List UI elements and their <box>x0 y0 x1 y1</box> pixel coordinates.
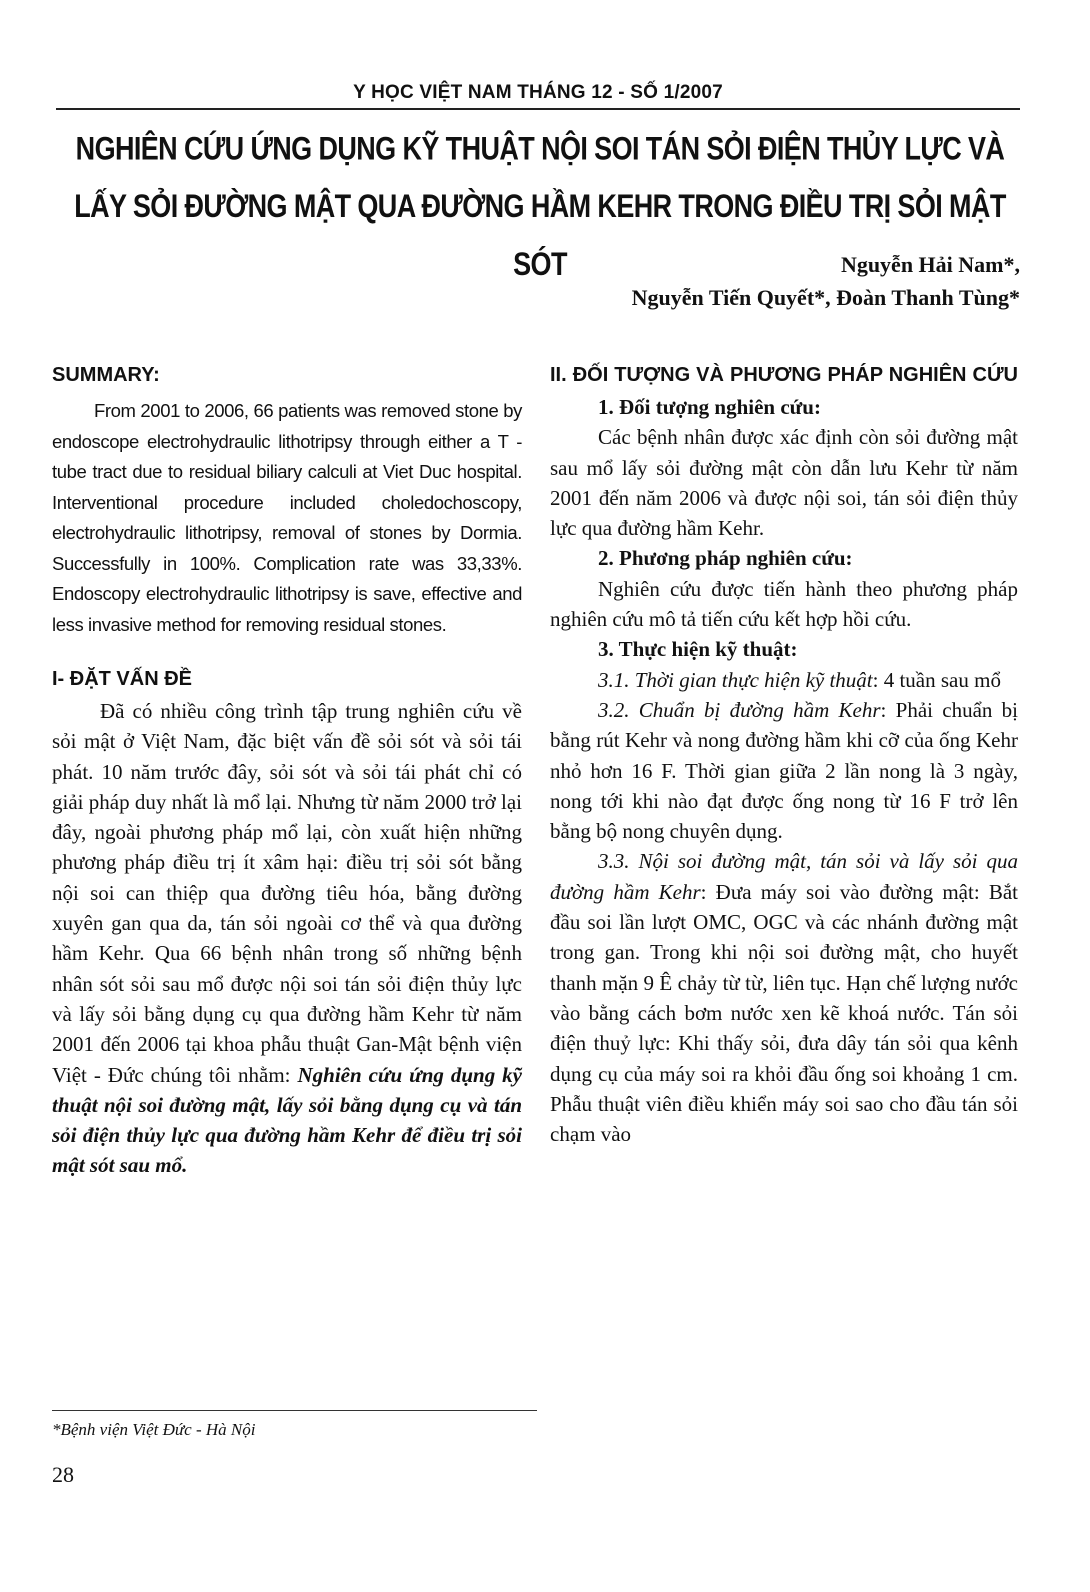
article-title-line-1: NGHIÊN CỨU ỨNG DỤNG KỸ THUẬT NỘI SOI TÁN SỎI ĐIỆN THỦY LỰC VÀ <box>75 130 1005 167</box>
subsection-3-1-label: 3.1. Thời gian thực hiện kỹ thuật <box>598 667 873 692</box>
subsection-3-2-label: 3.2. Chuẩn bị đường hầm Kehr <box>598 697 881 722</box>
article-title-line-2: LẤY SỎI ĐƯỜNG MẬT QUA ĐƯỜNG HẦM KEHR TRONG ĐIỀU TRỊ SỎI MẬT SÓT <box>74 188 1006 282</box>
section-1-heading: I- ĐẶT VẤN ĐỀ <box>52 668 192 690</box>
subsection-3-title: 3. Thực hiện kỹ thuật: <box>598 637 798 662</box>
footnote: *Bệnh viện Việt Đức - Hà Nội <box>52 1420 256 1439</box>
subsection-1-title: 1. Đối tượng nghiên cứu: <box>598 395 821 419</box>
subsection-3-1 <box>550 665 1018 695</box>
section-1-text <box>52 696 522 1181</box>
footnote-rule <box>52 1410 537 1411</box>
summary-text: From 2001 to 2006, 66 patients was removed stone by endoscope electrohydraulic lithotripsy through either a T - tube tract due to residual biliary calculi at Viet Duc hospital. Interventional procedure included choledochoscopy, electrohydraulic lithotripsy, removal of stones by Dormia. Successfully in 100%. Complication rate was 33,33%. Endoscopy electrohydraulic lithotripsy is save, effective and less invasive method for removing residual stones. <box>52 400 522 635</box>
subsection-3-2-text: : Phải chuẩn bị bằng rút Kehr và nong đường hầm khi cỡ của ống Kehr nhỏ hơn 16 F. Thời gian giữa 2 lần nong là 3 ngày, nong tới khi nào đạt được ống nong từ 16 F trở lên bằng bộ nong chuyên dụng. <box>550 697 1018 844</box>
journal-header: Y HỌC VIỆT NAM THÁNG 12 - SỐ 1/2007 <box>353 82 723 103</box>
header-rule <box>56 108 1020 110</box>
subsection-3-1-text: : 4 tuần sau mổ <box>872 667 1001 692</box>
subsection-3-3-label: 3.3. Nội soi đường mật, tán sỏi và lấy sỏi qua đường hầm Kehr <box>550 849 1018 904</box>
subsection-2-text: Nghiên cứu được tiến hành theo phương pháp nghiên cứu mô tả tiến cứu kết hợp hồi cứu. <box>550 576 1018 632</box>
left-column <box>52 358 522 1181</box>
subsection-2-title: 2. Phương pháp nghiên cứu: <box>598 546 853 571</box>
page-number: 28 <box>52 1462 74 1487</box>
author-line-2: Nguyễn Tiến Quyết*, Đoàn Thanh Tùng* <box>631 285 1020 310</box>
summary-heading: SUMMARY: <box>52 364 160 386</box>
subsection-3-3 <box>550 846 1018 1149</box>
section-1-body: Đã có nhiều công trình tập trung nghiên cứu về sỏi mật ở Việt Nam, đặc biệt vấn đề sỏi sót và sỏi tái phát. 10 năm trước đây, sỏi sót và sỏi tái phát chỉ có giải pháp duy nhất là mổ lại. Nhưng từ năm 2000 trở lại đây, ngoài phương pháp mổ lại, còn xuất hiện những phương pháp điều trị ít xâm hại: điều trị sỏi sót bằng nội soi can thiệp qua đường tiêu hóa, bằng đường xuyên gan qua da, tán sỏi ngoài cơ thể và qua đường hầm Kehr. Qua 66 bệnh nhân trong số những bệnh nhân sót sỏi sau mổ được nội soi tán sỏi điện thủy lực và lấy sỏi bằng dụng cụ qua đường hầm Kehr từ năm 2001 đến 2006 tại khoa phẫu thuật Gan-Mật bệnh viện Việt - Đức chúng tôi nhằm: <box>52 699 522 1087</box>
author-line-1: Nguyễn Hải Nam*, <box>840 252 1020 277</box>
subsection-1-text: Các bệnh nhân được xác định còn sỏi đường mật sau mổ lấy sỏi đường mật còn dẫn lưu Kehr từ năm 2001 đến năm 2006 và được nội soi, tán sỏi điện thủy lực qua đường hầm Kehr. <box>550 425 1018 541</box>
right-column <box>550 358 1018 1149</box>
section-1-emphasis: Nghiên cứu ứng dụng kỹ thuật nội soi đường mật, lấy sỏi bằng dụng cụ và tán sỏi điện thủy lực qua đường hầm Kehr để điều trị sỏi mật sót sau mổ. <box>52 1062 522 1178</box>
author-list <box>632 248 1020 314</box>
section-2-heading: II. ĐỐI TƯỢNG VÀ PHƯƠNG PHÁP NGHIÊN CỨU <box>550 364 1018 386</box>
subsection-3-2 <box>550 695 1018 846</box>
subsection-3-3-text: : Đưa máy soi vào đường mật: Bắt đầu soi lần lượt OMC, OGC và các nhánh đường mật trong gan. Trong khi nội soi đường mật, cho huyết thanh mặn 9 Ê chảy từ từ, liên tục. Hạn chế lượng nước vào bằng cách bơm nước xen kẽ khoá nước. Tán sỏi điện thuỷ lực: Khi thấy sỏi, đưa dây tán sỏi qua kênh dụng cụ của máy soi ra khỏi đầu ống soi khoảng 1 cm. Phẫu thuật viên điều khiển máy soi sao cho đầu tán sỏi chạm vào <box>550 879 1018 1147</box>
